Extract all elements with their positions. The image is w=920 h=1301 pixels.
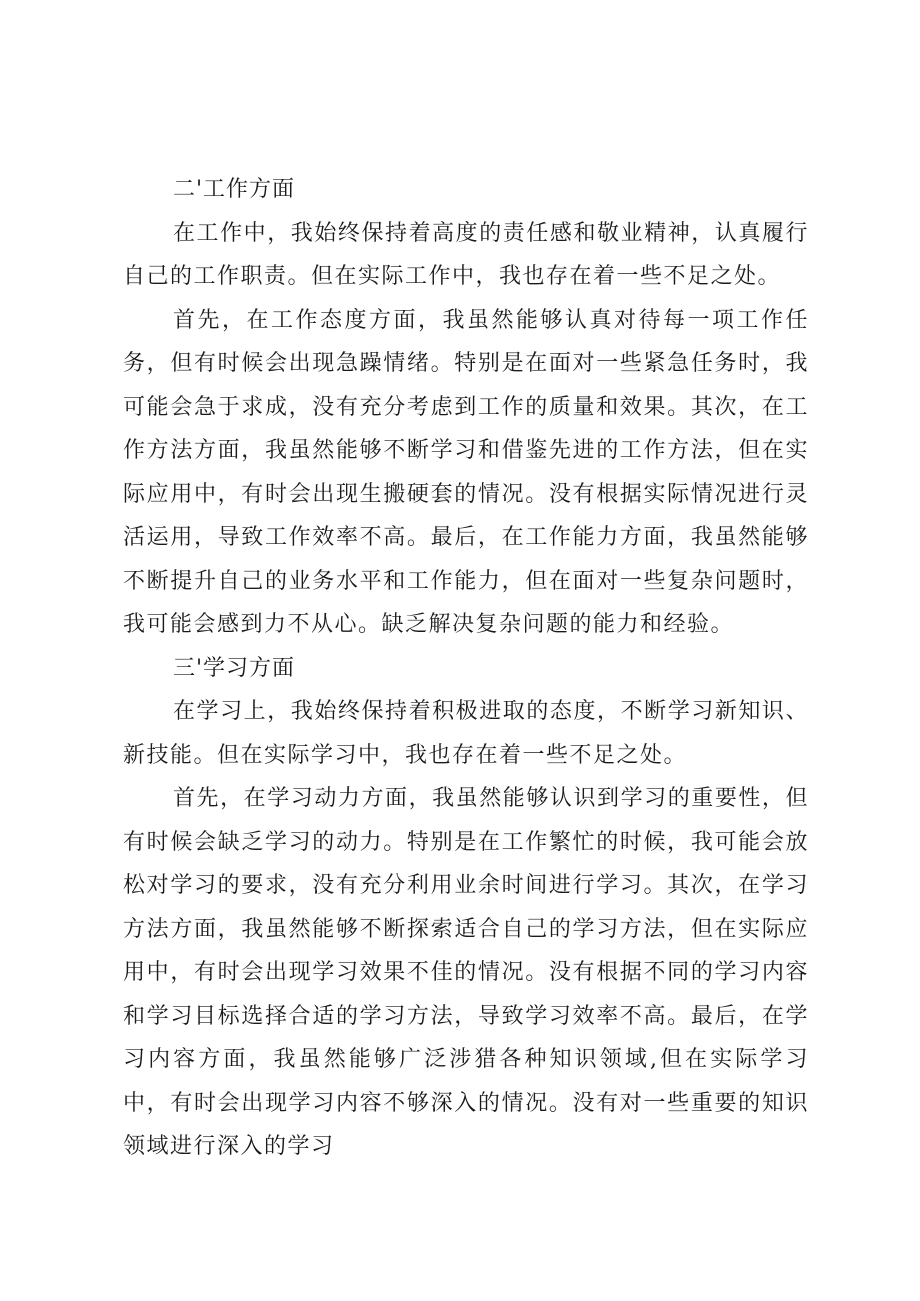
study-intro-paragraph: 在学习上，我始终保持着积极进取的态度，不断学习新知识、新技能。但在实际学习中，我也存在着一些不足之处。 xyxy=(123,699,809,768)
study-details-paragraph: 首先，在学习动力方面，我虽然能够认识到学习的重要性，但有时候会缺乏学习的动力。特别是在工作繁忙的时候，我可能会放松对学习的要求，没有充分利用业余时间进行学习。其次，在学习方法方面，我虽然能够不断探索适合自己的学习方法，但在实际应用中，有时会出现学习效果不佳的情况。没有根据不同的学习内容和学习目标选择合适的学习方法，导致学习效率不高。最后，在学习内容方面，我虽然能够广泛涉猎各种知识领域,但在实际学习中，有时会出现学习内容不够深入的情况。没有对一些重要的知识领域进行深入的学习 xyxy=(123,786,809,1159)
section-heading-work: 二'工作方面 xyxy=(173,177,296,202)
work-details-paragraph: 首先，在工作态度方面，我虽然能够认真对待每一项工作任务，但有时候会出现急躁情绪。特别是在面对一些紧急任务时，我可能会急于求成，没有充分考虑到工作的质量和效果。其次，在工作方法方面，我虽然能够不断学习和借鉴先进的工作方法，但在实际应用中，有时会出现生搬硬套的情况。没有根据实际情况进行灵活运用，导致工作效率不高。最后，在工作能力方面，我虽然能够不断提升自己的业务水平和工作能力，但在面对一些复杂问题时，我可能会感到力不从心。缺乏解决复杂问题的能力和经验。 xyxy=(123,307,809,637)
document-page xyxy=(123,168,809,1169)
section-heading-study: 三'学习方面 xyxy=(173,655,296,681)
work-intro-paragraph: 在工作中，我始终保持着高度的责任感和敬业精神，认真履行自己的工作职责。但在实际工作中，我也存在着一些不足之处。 xyxy=(123,220,809,289)
